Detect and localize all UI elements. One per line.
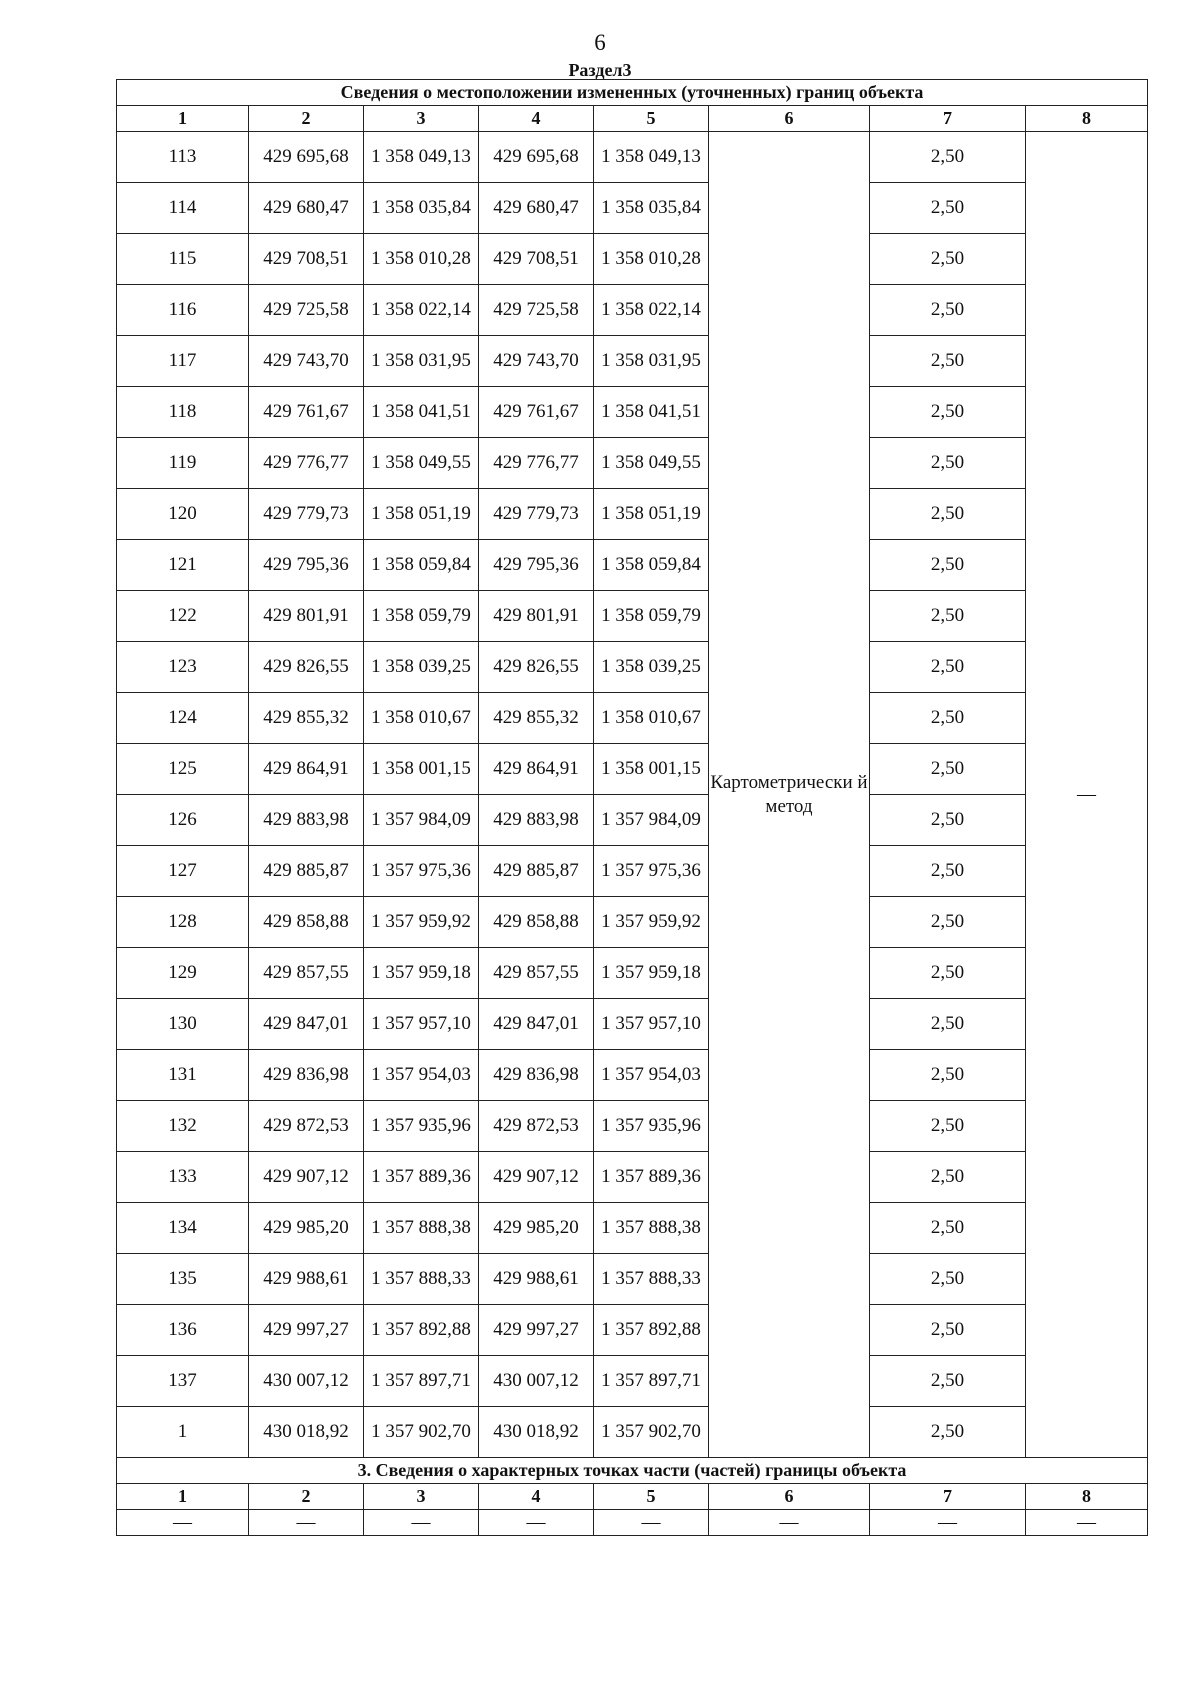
coord-y-new: 1 358 051,19: [594, 489, 709, 540]
table-row: [117, 387, 1148, 438]
column-number: 1: [117, 1484, 249, 1510]
coord-y-new: 1 358 010,28: [594, 234, 709, 285]
coord-y-existing: 1 357 975,36: [364, 846, 479, 897]
coord-y-existing: 1 357 935,96: [364, 1101, 479, 1152]
coord-y-existing: 1 358 010,67: [364, 693, 479, 744]
column-number: 2: [249, 1484, 364, 1510]
coord-x-existing: 429 885,87: [249, 846, 364, 897]
coord-y-existing: 1 357 897,71: [364, 1356, 479, 1407]
method-cell: Картометрически й метод: [709, 132, 870, 1458]
accuracy-value: 2,50: [870, 132, 1026, 183]
empty-cell: —: [117, 1510, 249, 1536]
page-number: 6: [594, 30, 606, 55]
coord-x-existing: 429 776,77: [249, 438, 364, 489]
coord-x-new: 429 695,68: [479, 132, 594, 183]
coord-y-new: 1 357 957,10: [594, 999, 709, 1050]
column-number: 4: [479, 106, 594, 132]
coord-y-existing: 1 357 888,38: [364, 1203, 479, 1254]
coord-x-existing: 429 883,98: [249, 795, 364, 846]
coord-x-new: 429 872,53: [479, 1101, 594, 1152]
section3-empty-row: [117, 1510, 1148, 1536]
coord-y-existing: 1 358 049,55: [364, 438, 479, 489]
accuracy-value: 2,50: [870, 1254, 1026, 1305]
table-row: [117, 1101, 1148, 1152]
table-row: [117, 1152, 1148, 1203]
column-number: 3: [364, 1484, 479, 1510]
coord-x-new: 429 743,70: [479, 336, 594, 387]
coord-y-existing: 1 358 059,84: [364, 540, 479, 591]
accuracy-value: 2,50: [870, 642, 1026, 693]
table-row: [117, 591, 1148, 642]
coord-y-new: 1 358 049,13: [594, 132, 709, 183]
column-number: 1: [117, 106, 249, 132]
coord-x-existing: 429 695,68: [249, 132, 364, 183]
coord-x-existing: 429 847,01: [249, 999, 364, 1050]
section3-title: 3. Сведения о характерных точках части (частей) границы объекта: [117, 1458, 1148, 1484]
point-number: 113: [117, 132, 249, 183]
table-row: [117, 1305, 1148, 1356]
coord-x-existing: 429 855,32: [249, 693, 364, 744]
accuracy-value: 2,50: [870, 693, 1026, 744]
point-number: 132: [117, 1101, 249, 1152]
coord-y-existing: 1 358 031,95: [364, 336, 479, 387]
point-number: 114: [117, 183, 249, 234]
coord-y-new: 1 357 902,70: [594, 1407, 709, 1458]
coord-x-new: 429 779,73: [479, 489, 594, 540]
table-row: [117, 1356, 1148, 1407]
coord-x-new: 429 708,51: [479, 234, 594, 285]
column-number: 4: [479, 1484, 594, 1510]
coord-x-new: 429 985,20: [479, 1203, 594, 1254]
coord-y-existing: 1 358 059,79: [364, 591, 479, 642]
accuracy-value: 2,50: [870, 1152, 1026, 1203]
coord-x-new: 429 826,55: [479, 642, 594, 693]
coord-x-new: 429 776,77: [479, 438, 594, 489]
coord-x-existing: 429 779,73: [249, 489, 364, 540]
table-row: [117, 1254, 1148, 1305]
coord-x-existing: 429 997,27: [249, 1305, 364, 1356]
accuracy-value: 2,50: [870, 1407, 1026, 1458]
coord-y-existing: 1 358 039,25: [364, 642, 479, 693]
column-number: 5: [594, 1484, 709, 1510]
coord-x-existing: 429 761,67: [249, 387, 364, 438]
accuracy-value: 2,50: [870, 234, 1026, 285]
accuracy-value: 2,50: [870, 183, 1026, 234]
coord-y-new: 1 357 888,33: [594, 1254, 709, 1305]
table-row: [117, 234, 1148, 285]
coord-y-existing: 1 358 051,19: [364, 489, 479, 540]
empty-cell: —: [709, 1510, 870, 1536]
section-label: Раздел3: [568, 60, 632, 80]
accuracy-value: 2,50: [870, 897, 1026, 948]
accuracy-value: 2,50: [870, 387, 1026, 438]
accuracy-value: 2,50: [870, 1203, 1026, 1254]
coord-y-new: 1 357 954,03: [594, 1050, 709, 1101]
point-number: 131: [117, 1050, 249, 1101]
coord-y-new: 1 357 984,09: [594, 795, 709, 846]
column-number: 3: [364, 106, 479, 132]
coord-x-existing: 429 680,47: [249, 183, 364, 234]
point-number: 135: [117, 1254, 249, 1305]
coord-x-existing: 429 826,55: [249, 642, 364, 693]
coord-y-new: 1 358 059,79: [594, 591, 709, 642]
coord-y-new: 1 357 888,38: [594, 1203, 709, 1254]
coord-x-existing: 429 872,53: [249, 1101, 364, 1152]
table-row: [117, 285, 1148, 336]
accuracy-value: 2,50: [870, 438, 1026, 489]
accuracy-value: 2,50: [870, 1050, 1026, 1101]
description-cell: —: [1026, 132, 1148, 1458]
point-number: 126: [117, 795, 249, 846]
table-row: [117, 795, 1148, 846]
coord-x-existing: 429 725,58: [249, 285, 364, 336]
coord-x-new: 429 795,36: [479, 540, 594, 591]
column-number: 8: [1026, 106, 1148, 132]
point-number: 117: [117, 336, 249, 387]
coord-y-new: 1 358 031,95: [594, 336, 709, 387]
table-row: [117, 897, 1148, 948]
empty-cell: —: [249, 1510, 364, 1536]
empty-cell: —: [870, 1510, 1026, 1536]
coord-x-new: 429 858,88: [479, 897, 594, 948]
table-row: [117, 642, 1148, 693]
point-number: 133: [117, 1152, 249, 1203]
accuracy-value: 2,50: [870, 1101, 1026, 1152]
coord-x-existing: 429 708,51: [249, 234, 364, 285]
coord-y-new: 1 357 935,96: [594, 1101, 709, 1152]
point-number: 116: [117, 285, 249, 336]
coord-x-existing: 429 836,98: [249, 1050, 364, 1101]
table-title: Сведения о местоположении измененных (уточненных) границ объекта: [117, 80, 1148, 106]
column-number: 5: [594, 106, 709, 132]
point-number: 124: [117, 693, 249, 744]
accuracy-value: 2,50: [870, 795, 1026, 846]
coord-x-new: 430 018,92: [479, 1407, 594, 1458]
coord-x-existing: 429 907,12: [249, 1152, 364, 1203]
coord-x-new: 429 761,67: [479, 387, 594, 438]
accuracy-value: 2,50: [870, 1305, 1026, 1356]
coord-y-new: 1 358 049,55: [594, 438, 709, 489]
table-row: [117, 948, 1148, 999]
coord-x-new: 429 857,55: [479, 948, 594, 999]
coord-y-existing: 1 358 041,51: [364, 387, 479, 438]
accuracy-value: 2,50: [870, 591, 1026, 642]
column-number-row: [117, 106, 1148, 132]
coord-x-existing: 429 864,91: [249, 744, 364, 795]
coord-y-existing: 1 357 888,33: [364, 1254, 479, 1305]
point-number: 128: [117, 897, 249, 948]
coord-x-existing: 429 858,88: [249, 897, 364, 948]
point-number: 119: [117, 438, 249, 489]
coord-x-new: 429 997,27: [479, 1305, 594, 1356]
coord-y-new: 1 357 897,71: [594, 1356, 709, 1407]
table-row: [117, 336, 1148, 387]
coord-y-new: 1 358 039,25: [594, 642, 709, 693]
coord-y-new: 1 358 010,67: [594, 693, 709, 744]
column-number: 8: [1026, 1484, 1148, 1510]
coord-x-existing: 430 018,92: [249, 1407, 364, 1458]
accuracy-value: 2,50: [870, 540, 1026, 591]
table-row: [117, 1203, 1148, 1254]
point-number: 127: [117, 846, 249, 897]
coord-y-new: 1 358 035,84: [594, 183, 709, 234]
coord-y-new: 1 358 041,51: [594, 387, 709, 438]
column-number: 7: [870, 106, 1026, 132]
coord-x-new: 429 801,91: [479, 591, 594, 642]
accuracy-value: 2,50: [870, 489, 1026, 540]
coord-x-new: 429 864,91: [479, 744, 594, 795]
coord-y-existing: 1 357 889,36: [364, 1152, 479, 1203]
accuracy-value: 2,50: [870, 336, 1026, 387]
coord-y-existing: 1 358 022,14: [364, 285, 479, 336]
coord-y-existing: 1 357 954,03: [364, 1050, 479, 1101]
coord-y-new: 1 358 001,15: [594, 744, 709, 795]
coord-x-new: 429 855,32: [479, 693, 594, 744]
table-row: [117, 438, 1148, 489]
point-number: 120: [117, 489, 249, 540]
coord-y-new: 1 357 959,92: [594, 897, 709, 948]
table-row: [117, 1407, 1148, 1458]
point-number: 123: [117, 642, 249, 693]
coord-x-existing: 429 801,91: [249, 591, 364, 642]
coord-y-existing: 1 357 892,88: [364, 1305, 479, 1356]
point-number: 118: [117, 387, 249, 438]
point-number: 134: [117, 1203, 249, 1254]
coord-y-new: 1 357 892,88: [594, 1305, 709, 1356]
table-row: [117, 132, 1148, 183]
point-number: 137: [117, 1356, 249, 1407]
point-number: 136: [117, 1305, 249, 1356]
table-row: [117, 999, 1148, 1050]
point-number: 129: [117, 948, 249, 999]
coord-y-existing: 1 357 959,18: [364, 948, 479, 999]
coord-y-existing: 1 357 959,92: [364, 897, 479, 948]
table-row: [117, 744, 1148, 795]
coord-y-new: 1 357 975,36: [594, 846, 709, 897]
coord-x-new: 429 883,98: [479, 795, 594, 846]
coord-x-new: 429 847,01: [479, 999, 594, 1050]
column-number: 6: [709, 106, 870, 132]
coord-y-existing: 1 358 035,84: [364, 183, 479, 234]
coord-x-new: 429 680,47: [479, 183, 594, 234]
table-row: [117, 1050, 1148, 1101]
accuracy-value: 2,50: [870, 948, 1026, 999]
coord-y-existing: 1 357 957,10: [364, 999, 479, 1050]
empty-cell: —: [1026, 1510, 1148, 1536]
point-number: 121: [117, 540, 249, 591]
column-number: 7: [870, 1484, 1026, 1510]
coord-y-existing: 1 357 902,70: [364, 1407, 479, 1458]
coord-x-existing: 429 795,36: [249, 540, 364, 591]
coord-x-new: 430 007,12: [479, 1356, 594, 1407]
coord-y-existing: 1 358 049,13: [364, 132, 479, 183]
coord-x-existing: 429 857,55: [249, 948, 364, 999]
coord-y-existing: 1 358 001,15: [364, 744, 479, 795]
coord-x-new: 429 725,58: [479, 285, 594, 336]
point-number: 1: [117, 1407, 249, 1458]
accuracy-value: 2,50: [870, 999, 1026, 1050]
point-number: 122: [117, 591, 249, 642]
accuracy-value: 2,50: [870, 1356, 1026, 1407]
accuracy-value: 2,50: [870, 285, 1026, 336]
coord-y-new: 1 358 059,84: [594, 540, 709, 591]
column-number: 2: [249, 106, 364, 132]
point-number: 115: [117, 234, 249, 285]
empty-cell: —: [479, 1510, 594, 1536]
coord-x-existing: 429 988,61: [249, 1254, 364, 1305]
table-row: [117, 540, 1148, 591]
table-row: [117, 846, 1148, 897]
coord-y-existing: 1 357 984,09: [364, 795, 479, 846]
coord-y-new: 1 357 959,18: [594, 948, 709, 999]
coord-y-new: 1 357 889,36: [594, 1152, 709, 1203]
table-row: [117, 489, 1148, 540]
boundary-table: [116, 79, 1148, 1536]
section3-column-number-row: [117, 1484, 1148, 1510]
accuracy-value: 2,50: [870, 744, 1026, 795]
coord-x-existing: 429 985,20: [249, 1203, 364, 1254]
column-number: 6: [709, 1484, 870, 1510]
empty-cell: —: [364, 1510, 479, 1536]
table-row: [117, 183, 1148, 234]
table-row: [117, 693, 1148, 744]
coord-x-new: 429 836,98: [479, 1050, 594, 1101]
coord-x-existing: 429 743,70: [249, 336, 364, 387]
coord-x-new: 429 907,12: [479, 1152, 594, 1203]
coord-y-existing: 1 358 010,28: [364, 234, 479, 285]
coord-x-new: 429 988,61: [479, 1254, 594, 1305]
point-number: 125: [117, 744, 249, 795]
coord-x-existing: 430 007,12: [249, 1356, 364, 1407]
accuracy-value: 2,50: [870, 846, 1026, 897]
coord-y-new: 1 358 022,14: [594, 285, 709, 336]
point-number: 130: [117, 999, 249, 1050]
table-body: [117, 80, 1148, 1536]
coord-x-new: 429 885,87: [479, 846, 594, 897]
empty-cell: —: [594, 1510, 709, 1536]
section3-header-row: [117, 1458, 1148, 1484]
